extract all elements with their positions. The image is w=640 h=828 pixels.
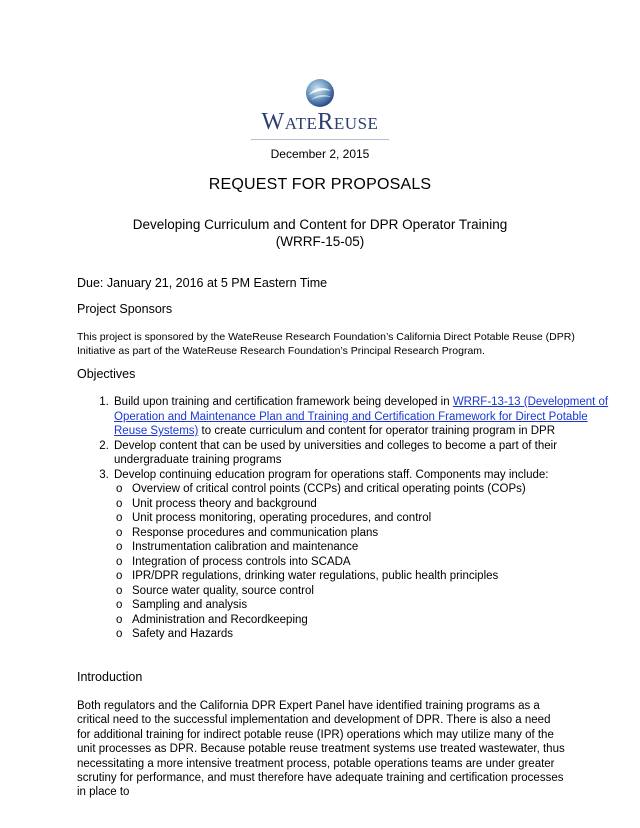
wrrf-13-13-link[interactable]: WRRF-13-13 (Development of Operation and Maintenance Plan and Training and Certification Framework for Direct Potable Reuse Systems) bbox=[114, 396, 609, 437]
project-sponsors-heading: Project Sponsors bbox=[77, 302, 173, 316]
list-item: o Safety and Hazards bbox=[114, 627, 612, 642]
list-item: o Unit process monitoring, operating procedures, and control bbox=[114, 511, 612, 526]
document-date: December 2, 2015 bbox=[270, 147, 370, 161]
document-subtitle bbox=[0, 216, 640, 250]
components-list bbox=[114, 482, 612, 642]
objective-1-text-before: Build upon training and certification framework being developed in bbox=[114, 396, 453, 408]
document-title: REQUEST FOR PROPOSALS bbox=[208, 176, 432, 193]
list-item: o Source water quality, source control bbox=[114, 584, 612, 599]
introduction-heading: Introduction bbox=[77, 670, 143, 684]
objective-item-3 bbox=[112, 468, 612, 642]
list-item: o Unit process theory and background bbox=[114, 497, 612, 512]
objectives-heading: Objectives bbox=[77, 367, 136, 381]
list-item: o IPR/DPR regulations, drinking water regulations, public health principles bbox=[114, 569, 612, 584]
watereuse-logo bbox=[250, 78, 390, 140]
objective-item-2: 2. Develop content that can be used by universities and colleges to become a part of their undergraduate training programs bbox=[112, 439, 612, 468]
list-item: o Integration of process controls into SCADA bbox=[114, 555, 612, 570]
objectives-list bbox=[77, 395, 612, 642]
logo-wordmark: WATEREUSE bbox=[261, 109, 379, 135]
objective-item-1 bbox=[112, 395, 612, 439]
list-item: o Administration and Recordkeeping bbox=[114, 613, 612, 628]
logo-underline bbox=[251, 139, 389, 140]
list-item: o Response procedures and communication plans bbox=[114, 526, 612, 541]
list-item: o Overview of critical control points (CCPs) and critical operating points (COPs) bbox=[114, 482, 612, 497]
objective-1-text-after: to create curriculum and content for operator training program in DPR bbox=[198, 425, 556, 437]
project-sponsors-text: This project is sponsored by the WateReuse Research Foundation’s California Direct Potable Reuse (DPR) Initiative as part of the WateReuse Research Foundation’s Principal Research Program. bbox=[77, 331, 575, 357]
subtitle-line-1: Developing Curriculum and Content for DPR Operator Training bbox=[132, 217, 508, 232]
due-date: Due: January 21, 2016 at 5 PM Eastern Time bbox=[77, 276, 328, 290]
subtitle-line-2: (WRRF-15-05) bbox=[275, 234, 365, 249]
list-item: o Instrumentation calibration and maintenance bbox=[114, 540, 612, 555]
introduction-text: Both regulators and the California DPR Expert Panel have identified training programs as a critical need to the successful implementation and development of DPR. There is also a need for additional training for indirect potable reuse (IPR) operations which may utilize many of the unit processes as DPR. Because potable reuse treatment systems use treated wastewater, thus necessitating a more intensive treatment process, potable operations teams are under greater scrutiny for performance, and must therefore have adequate training and certification processes in place to bbox=[77, 700, 565, 799]
list-item: o Sampling and analysis bbox=[114, 598, 612, 613]
objective-3-text: Develop continuing education program for operations staff. Components may include: bbox=[114, 468, 549, 481]
water-drop-globe-icon bbox=[305, 78, 335, 108]
